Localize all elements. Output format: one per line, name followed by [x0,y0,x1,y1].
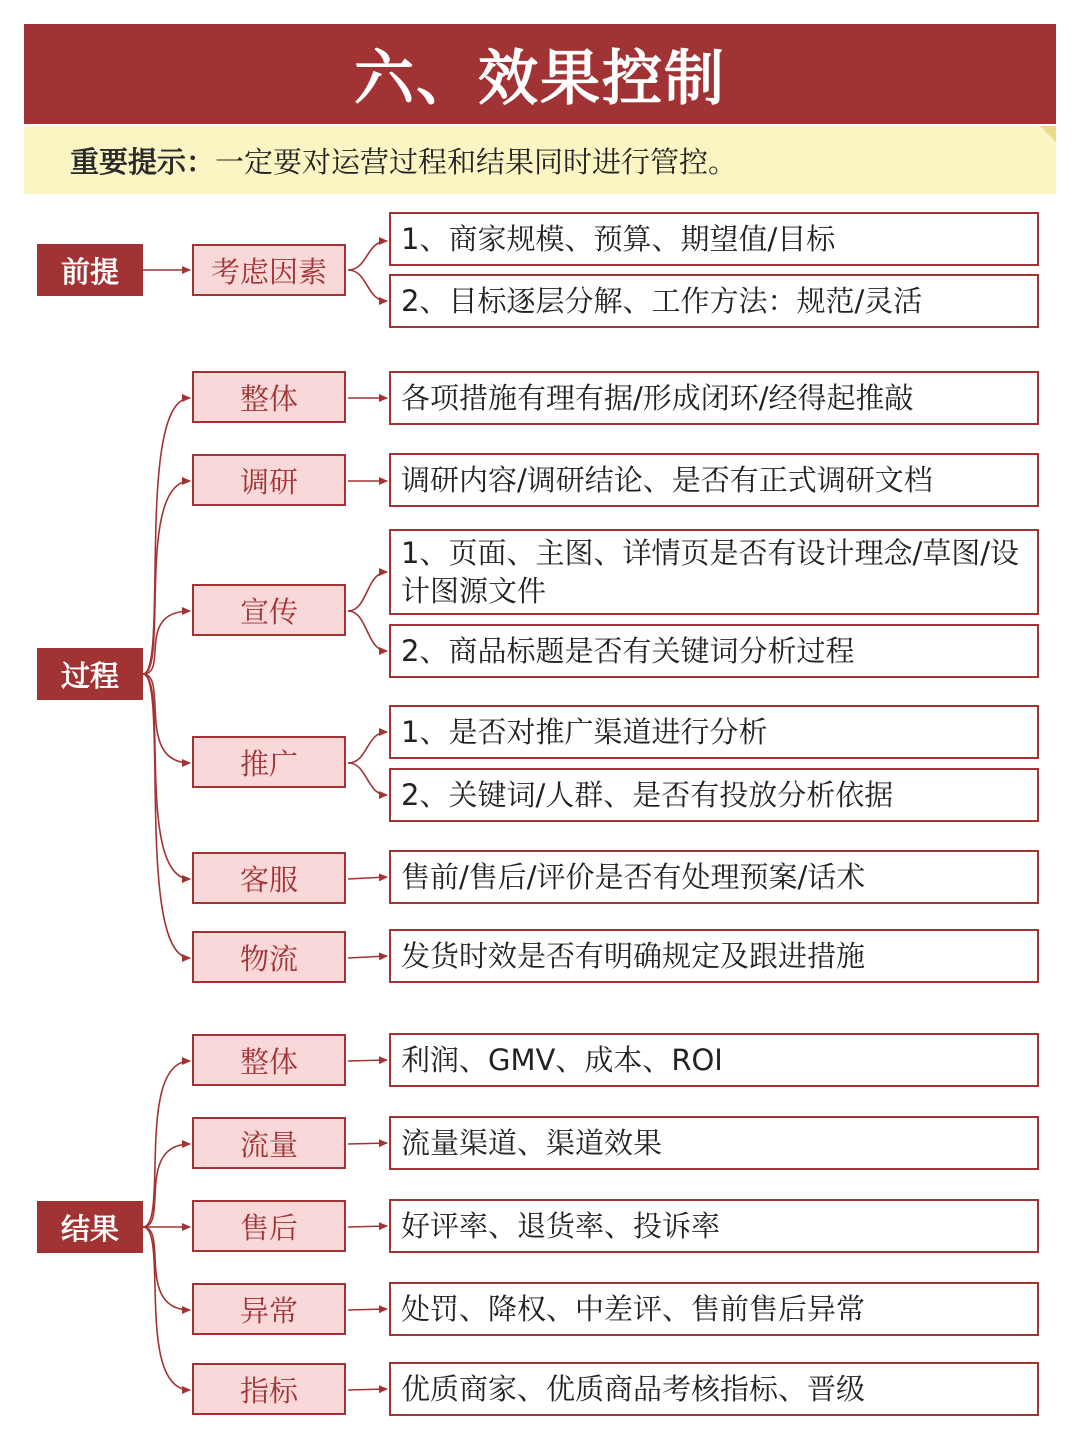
tip-label: 重要提示： [70,144,216,179]
connector-arrow [348,1060,387,1061]
item-box: 1、页面、主图、详情页是否有设计理念/草图/设计图源文件 [389,529,1039,615]
item-box: 流量渠道、渠道效果 [389,1116,1039,1170]
category-customer-service: 客服 [192,852,346,904]
item-box: 1、商家规模、预算、期望值/目标 [389,212,1039,266]
category-logistics: 物流 [192,931,346,983]
connector-arrow [143,674,190,958]
item-box: 1、是否对推广渠道进行分析 [389,705,1039,759]
connector-arrow [143,674,190,879]
item-box: 调研内容/调研结论、是否有正式调研文档 [389,453,1039,507]
page-title: 六、效果控制 [24,24,1056,124]
item-box: 2、商品标题是否有关键词分析过程 [389,624,1039,678]
category-overall-result: 整体 [192,1034,346,1086]
category-anomalies: 异常 [192,1283,346,1335]
tip-text: 一定要对运营过程和结果同时进行管控。 [215,144,738,179]
connector-arrow [348,611,387,651]
category-advertising: 推广 [192,736,346,788]
connector-arrow [143,1227,190,1310]
category-considerations: 考虑因素 [192,244,346,296]
item-box: 2、目标逐层分解、工作方法：规范/灵活 [389,274,1039,328]
connector-arrow [348,1143,387,1144]
category-promotion: 宣传 [192,584,346,636]
category-research: 调研 [192,454,346,506]
item-box: 2、关键词/人群、是否有投放分析依据 [389,768,1039,822]
category-overall: 整体 [192,371,346,423]
connector-arrow [348,763,387,795]
connector-arrow [143,1227,190,1390]
connector-arrow [348,732,387,763]
item-box: 各项措施有理有据/形成闭环/经得起推敲 [389,371,1039,425]
connector-arrow [348,1389,387,1390]
connector-arrow [348,877,387,879]
connector-arrow [348,1309,387,1310]
item-box: 利润、GMV、成本、ROI [389,1033,1039,1087]
connector-arrow [143,481,190,674]
category-indicators: 指标 [192,1363,346,1415]
connector-arrow [143,1144,190,1227]
connector-arrow [348,572,387,611]
item-box: 发货时效是否有明确规定及跟进措施 [389,929,1039,983]
connector-arrow [143,398,190,674]
connector-arrow [348,241,387,270]
connector-arrow [348,956,387,958]
item-box: 处罚、降权、中差评、售前售后异常 [389,1282,1039,1336]
category-traffic: 流量 [192,1117,346,1169]
section-results: 结果 [37,1201,143,1253]
section-process: 过程 [37,648,143,700]
item-box: 优质商家、优质商品考核指标、晋级 [389,1362,1039,1416]
item-box: 售前/售后/评价是否有处理预案/话术 [389,850,1039,904]
section-premise: 前提 [37,244,143,296]
connector-arrow [348,270,387,301]
connector-arrow [348,1226,387,1227]
category-after-sales: 售后 [192,1200,346,1252]
item-box: 好评率、退货率、投诉率 [389,1199,1039,1253]
